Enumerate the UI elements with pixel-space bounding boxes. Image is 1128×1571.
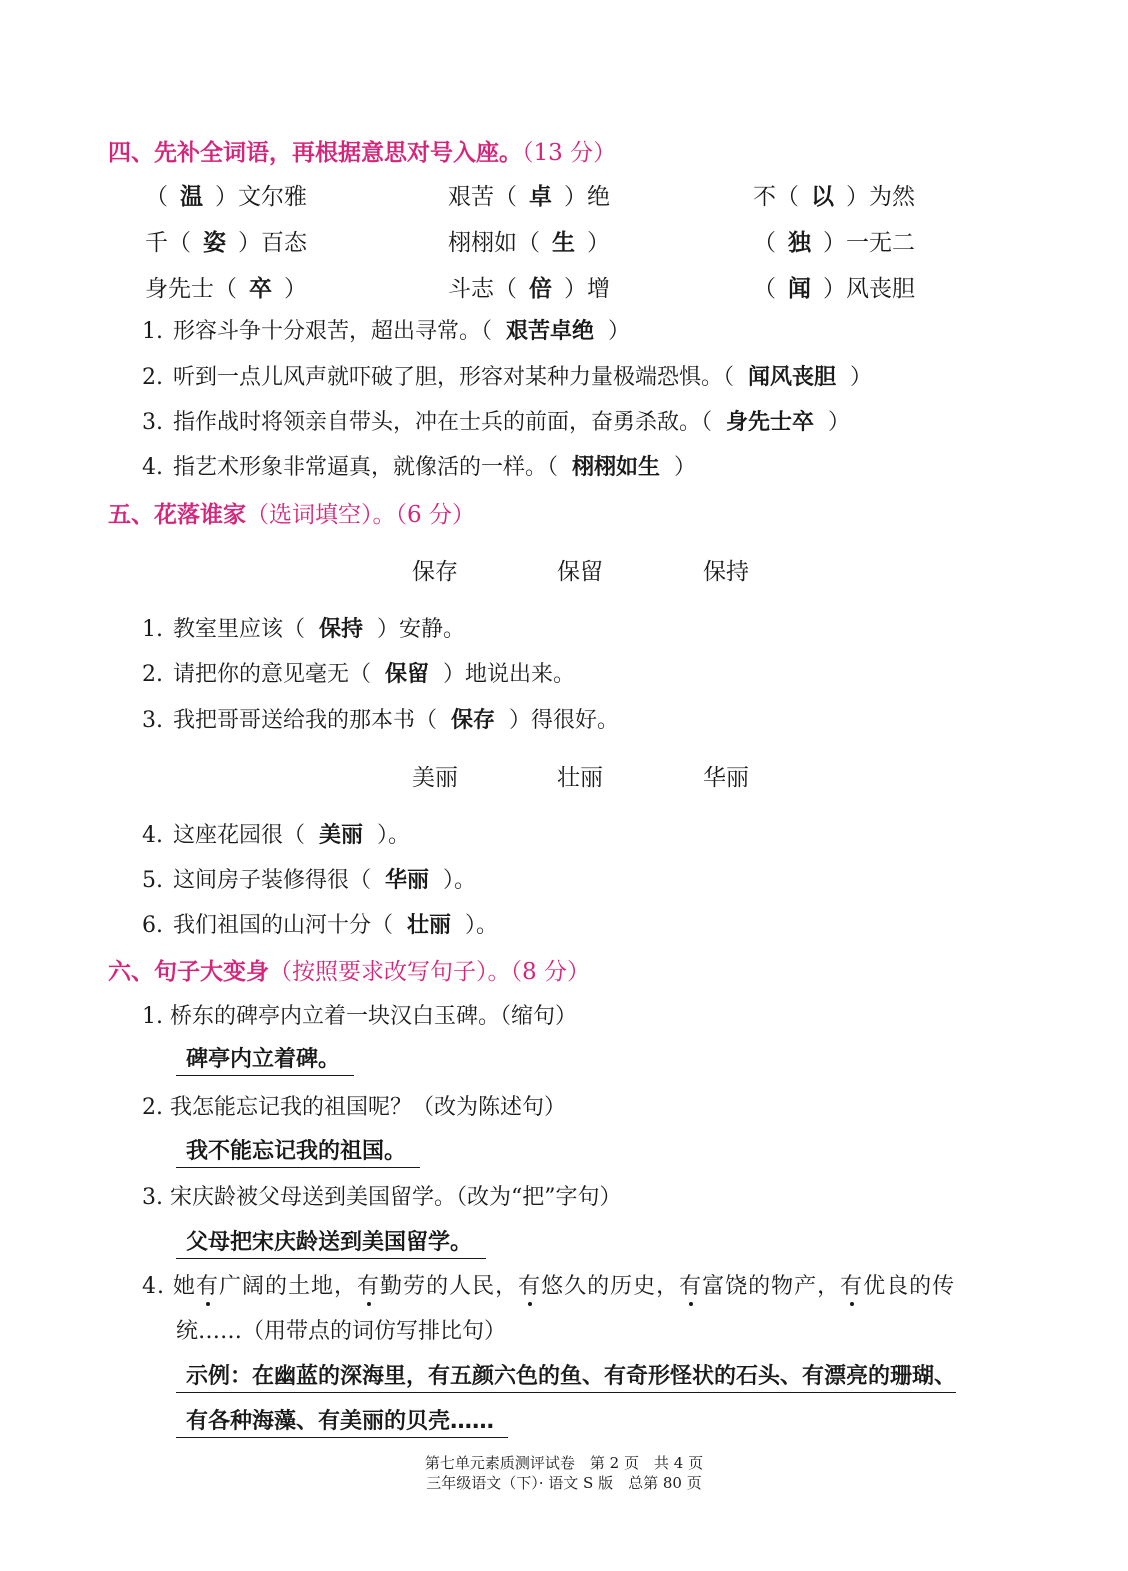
- idiom-suffix: ）为然: [846, 184, 915, 210]
- idiom-answer: 独: [788, 230, 811, 256]
- question-number: 2.: [142, 365, 163, 390]
- idiom-suffix: ）增: [564, 276, 610, 302]
- word-choice: 美丽: [412, 765, 458, 791]
- idiom-prefix: 栩栩如（: [448, 230, 540, 256]
- question-text: 形容斗争十分艰苦，超出寻常。（: [173, 319, 493, 344]
- fill-blank-item: [142, 612, 465, 643]
- idiom-answer: 闻: [788, 276, 811, 302]
- question-end: ）: [828, 410, 851, 435]
- idiom-cell: [448, 270, 610, 303]
- question-number: 2.: [142, 662, 163, 687]
- question-text: 我把哥哥送给我的那本书（: [173, 708, 438, 733]
- question-text: [173, 1274, 955, 1299]
- question-text: 请把你的意见毫无（: [173, 662, 372, 687]
- question-end: ）: [850, 365, 873, 390]
- question-6-4-continued: 统……（用带点的词仿写排比句）: [176, 1319, 507, 1344]
- question-text: ）安静。: [377, 617, 466, 642]
- section-4-score: （13 分）: [522, 140, 617, 166]
- question-text: 桥东的碑亭内立着一块汉白玉碑。（缩句）: [170, 1004, 578, 1029]
- question-text-fragment: 悠久的历史，: [541, 1274, 680, 1299]
- question-text-fragment: 富饶的物产，: [702, 1274, 841, 1299]
- question-number: 3.: [142, 1185, 163, 1210]
- definition-answer: 身先士卒: [726, 410, 815, 435]
- section-6-score: 。（8 分）: [487, 959, 590, 985]
- idiom-cell: [753, 224, 915, 257]
- question-text-fragment: 优良的传: [863, 1274, 956, 1299]
- section-5-heading: [108, 496, 475, 529]
- section-6-title: 六、句子大变身: [108, 958, 269, 985]
- idiom-suffix: ）绝: [564, 184, 610, 210]
- fill-blank-item: [142, 863, 476, 894]
- idiom-prefix: 身先士（: [145, 276, 237, 302]
- fill-blank-answer: 保留: [385, 662, 430, 687]
- question-text: ）。: [465, 913, 499, 938]
- idiom-suffix: ）一无二: [823, 230, 915, 256]
- definition-item: [142, 405, 850, 436]
- idiom-prefix: （: [145, 184, 168, 210]
- question-text: 教室里应该（: [173, 617, 306, 642]
- idiom-prefix: 千（: [145, 230, 191, 256]
- fill-blank-answer: 壮丽: [407, 913, 452, 938]
- definition-answer: 栩栩如生: [572, 455, 661, 480]
- idiom-cell: [145, 270, 307, 303]
- question-end: ）: [674, 455, 697, 480]
- question-text-fragment: 勤劳的人民，: [380, 1274, 519, 1299]
- idiom-answer: 卒: [249, 276, 272, 302]
- idiom-prefix: （: [753, 230, 776, 256]
- definition-answer: 艰苦卓绝: [506, 319, 595, 344]
- question-number: 4.: [142, 455, 163, 480]
- idiom-answer: 生: [552, 230, 575, 256]
- question-number: 5.: [142, 868, 163, 893]
- question-text: ）地说出来。: [443, 662, 576, 687]
- definition-item: [142, 360, 872, 391]
- word-choice: 华丽: [703, 765, 749, 791]
- question-number: 2.: [142, 1095, 163, 1120]
- idiom-prefix: 艰苦（: [448, 184, 517, 210]
- fill-blank-item: [142, 657, 575, 688]
- idiom-suffix: ）: [284, 276, 307, 302]
- idiom-answer: 温: [180, 184, 203, 210]
- definition-item: [142, 314, 630, 345]
- idiom-cell: [145, 224, 307, 257]
- dotted-word: 有: [840, 1269, 863, 1300]
- idiom-prefix: 不（: [753, 184, 799, 210]
- definition-answer: 闻风丧胆: [748, 365, 837, 390]
- idiom-suffix: ）文尔雅: [215, 184, 307, 210]
- answer-6-4-line-1: 示例：在幽蓝的深海里，有五颜六色的鱼、有奇形怪状的石头、有漂亮的珊瑚、: [176, 1359, 956, 1393]
- question-6-4: [142, 1269, 955, 1300]
- question-number: 1.: [142, 319, 163, 344]
- footer-page-info: 第七单元素质测评试卷 第 2 页 共 4 页: [424, 1454, 704, 1472]
- idiom-cell: [448, 178, 610, 211]
- idiom-answer: 姿: [203, 230, 226, 256]
- fill-blank-item: [142, 703, 619, 734]
- section-6-heading: [108, 953, 590, 986]
- answer-6-1: 碑亭内立着碑。: [176, 1042, 354, 1076]
- question-text: 指作战时将领亲自带头，冲在士兵的前面，奋勇杀敌。（: [173, 410, 713, 435]
- section-4-heading: [108, 134, 616, 167]
- idiom-answer: 卓: [529, 184, 552, 210]
- question-text: 这间房子装修得很（: [173, 868, 372, 893]
- question-text-fragment: 广阔的土地，: [219, 1274, 358, 1299]
- idiom-suffix: ）百态: [238, 230, 307, 256]
- section-4-title: 四、先补全词语，再根据意思对号入座。: [108, 139, 522, 166]
- fill-blank-answer: 保存: [451, 708, 496, 733]
- answer-6-3: 父母把宋庆龄送到美国留学。: [176, 1225, 486, 1259]
- question-6-1: [142, 999, 577, 1030]
- fill-blank-item: [142, 908, 498, 939]
- idiom-answer: 倍: [529, 276, 552, 302]
- idiom-prefix: （: [753, 276, 776, 302]
- question-text: 我们祖国的山河十分（: [173, 913, 394, 938]
- fill-blank-answer: 华丽: [385, 868, 430, 893]
- word-choice: 保存: [412, 559, 458, 585]
- question-text: ）。: [443, 868, 477, 893]
- idiom-cell: [448, 224, 610, 257]
- footer-edition-info: 三年级语文（下）· 语文 S 版 总第 80 页: [426, 1474, 702, 1492]
- question-text: 我怎能忘记我的祖国呢？（改为陈述句）: [170, 1095, 567, 1120]
- question-number: 1.: [142, 617, 163, 642]
- question-number: 3.: [142, 708, 163, 733]
- question-text: 指艺术形象非常逼真，就像活的一样。（: [173, 455, 559, 480]
- question-6-3: [142, 1180, 622, 1211]
- question-number: 1.: [142, 1004, 163, 1029]
- idiom-suffix: ）: [587, 230, 610, 256]
- word-choice: 壮丽: [557, 765, 603, 791]
- question-6-2: [142, 1090, 566, 1121]
- word-choice: 保留: [557, 559, 603, 585]
- dotted-word: 有: [357, 1269, 380, 1300]
- idiom-cell: [753, 270, 915, 303]
- idiom-prefix: 斗志（: [448, 276, 517, 302]
- dotted-word: 有: [196, 1269, 219, 1300]
- question-number: 6.: [142, 913, 163, 938]
- word-choice: 保持: [703, 559, 749, 585]
- fill-blank-answer: 保持: [319, 617, 364, 642]
- fill-blank-answer: 美丽: [319, 823, 364, 848]
- question-text: ）。: [377, 823, 411, 848]
- question-text-fragment: 她: [173, 1274, 197, 1299]
- question-number: 4.: [142, 1274, 165, 1299]
- question-end: ）: [608, 319, 631, 344]
- question-text: 这座花园很（: [173, 823, 306, 848]
- idiom-suffix: ）风丧胆: [823, 276, 915, 302]
- dotted-word: 有: [518, 1269, 541, 1300]
- question-text: 听到一点儿风声就吓破了胆，形容对某种力量极端恐惧。（: [173, 365, 735, 390]
- definition-item: [142, 450, 696, 481]
- question-text: ）得很好。: [509, 708, 620, 733]
- dotted-word: 有: [679, 1269, 702, 1300]
- answer-6-2: 我不能忘记我的祖国。: [176, 1134, 420, 1168]
- question-text: 宋庆龄被父母送到美国留学。（改为“把”字句）: [170, 1185, 622, 1210]
- section-5-title: 五、花落谁家: [108, 501, 246, 528]
- section-5-subtitle: （选词填空）: [246, 502, 373, 528]
- fill-blank-item: [142, 818, 410, 849]
- question-number: 3.: [142, 410, 163, 435]
- section-6-subtitle: （按照要求改写句子）: [269, 959, 488, 985]
- question-number: 4.: [142, 823, 163, 848]
- section-5-score: 。（6 分）: [372, 502, 475, 528]
- idiom-cell: [753, 178, 915, 211]
- idiom-cell: [145, 178, 307, 211]
- answer-6-4-line-2: 有各种海藻、有美丽的贝壳……: [176, 1404, 508, 1438]
- idiom-answer: 以: [811, 184, 834, 210]
